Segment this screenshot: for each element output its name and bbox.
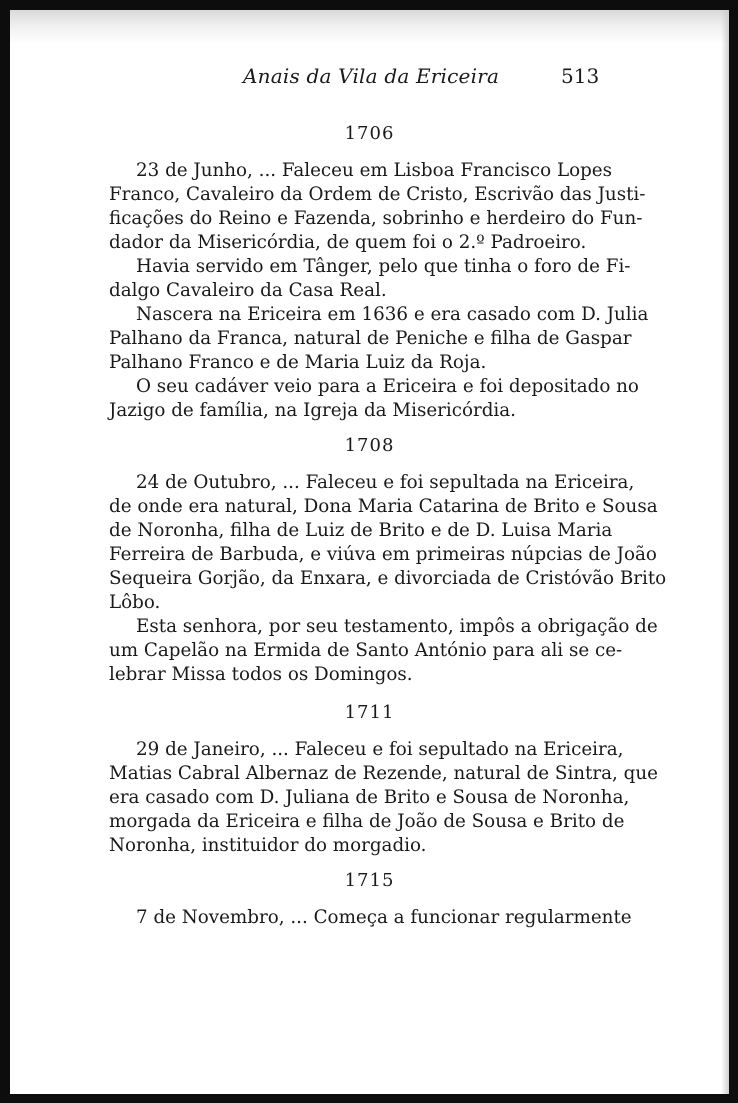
- page-top-shadow: [10, 10, 729, 44]
- year-heading-1715: 1715: [344, 870, 395, 891]
- book-page: [10, 10, 729, 1094]
- text-line: Jazigo de família, na Igreja da Misericórdia.: [109, 400, 516, 421]
- text-line: Palhano da Franca, natural de Peniche e filha de Gaspar: [109, 328, 632, 349]
- text-line: 24 de Outubro, ... Faleceu e foi sepultada na Ericeira,: [136, 472, 635, 493]
- text-line: de onde era natural, Dona Maria Catarina de Brito e Sousa: [109, 496, 658, 517]
- year-heading-1711: 1711: [344, 702, 395, 723]
- text-line: Lôbo.: [109, 592, 161, 613]
- text-line: era casado com D. Juliana de Brito e Sousa de Noronha,: [109, 787, 630, 808]
- page-number: 513: [561, 64, 600, 88]
- text-line: Franco, Cavaleiro da Ordem de Cristo, Escrivão das Justi-: [109, 184, 646, 205]
- text-line: 23 de Junho, ... Faleceu em Lisboa Francisco Lopes: [136, 160, 612, 181]
- text-line: dalgo Cavaleiro da Casa Real.: [109, 280, 387, 301]
- text-line: Matias Cabral Albernaz de Rezende, natural de Sintra, que: [109, 763, 658, 784]
- text-line: ficações do Reino e Fazenda, sobrinho e herdeiro do Fun-: [109, 208, 643, 229]
- text-line: um Capelão na Ermida de Santo António para ali se ce-: [109, 640, 623, 661]
- text-line: Esta senhora, por seu testamento, impôs a obrigação de: [136, 616, 658, 637]
- text-line: Palhano Franco e de Maria Luiz da Roja.: [109, 352, 487, 373]
- text-line: 29 de Janeiro, ... Faleceu e foi sepultado na Ericeira,: [136, 739, 624, 760]
- year-heading-1706: 1706: [344, 123, 395, 144]
- text-line: 7 de Novembro, ... Começa a funcionar regularmente: [136, 907, 632, 928]
- running-title: Anais da Vila da Ericeira: [243, 64, 500, 88]
- text-line: de Noronha, filha de Luiz de Brito e de D. Luisa Maria: [109, 520, 613, 541]
- text-line: Sequeira Gorjão, da Enxara, e divorciada de Cristóvão Brito: [109, 568, 667, 589]
- text-line: dador da Misericórdia, de quem foi o 2.º Padroeiro.: [109, 232, 587, 253]
- text-line: lebrar Missa todos os Domingos.: [109, 664, 413, 685]
- text-line: morgada da Ericeira e filha de João de Sousa e Brito de: [109, 811, 625, 832]
- text-line: Ferreira de Barbuda, e viúva em primeiras núpcias de João: [109, 544, 657, 565]
- text-line: O seu cadáver veio para a Ericeira e foi depositado no: [136, 376, 639, 397]
- text-line: Nascera na Ericeira em 1636 e era casado com D. Julia: [136, 304, 649, 325]
- page-right-edge: [721, 10, 729, 1094]
- text-line: Havia servido em Tânger, pelo que tinha o foro de Fi-: [136, 256, 631, 277]
- text-line: Noronha, instituidor do morgadio.: [109, 835, 427, 856]
- year-heading-1708: 1708: [344, 435, 395, 456]
